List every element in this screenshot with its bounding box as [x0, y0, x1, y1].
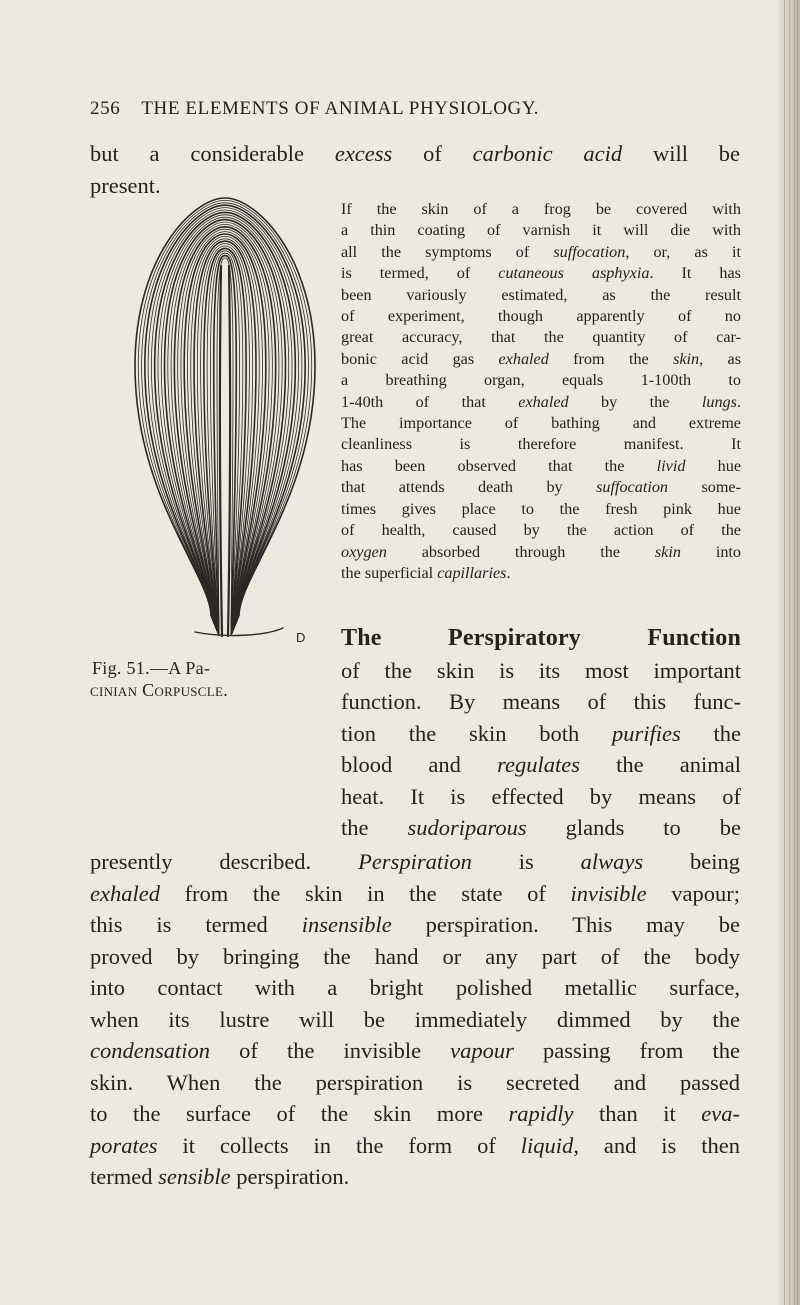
small-line-14: that attends death by suffocation some-: [341, 478, 741, 497]
full-line-2: exhaled from the skin in the state of invisible vapour;: [90, 880, 740, 906]
intro-paragraph: [90, 138, 740, 201]
full-line-6: when its lustre will be immediately dimmed by the: [90, 1006, 740, 1032]
full-line-11: termed sensible perspiration.: [90, 1164, 350, 1189]
narrow-line-3: function. By means of this func-: [341, 689, 741, 714]
small-line-11: The importance of bathing and extreme: [341, 414, 741, 433]
narrow-line-6: heat. It is effected by means of: [341, 783, 741, 809]
page-edge: [778, 0, 800, 1305]
full-line-7: condensation of the invisible vapour passing from the: [90, 1038, 740, 1063]
perspiratory-heading: The Perspiratory Function: [341, 625, 741, 651]
small-line-17: oxygen absorbed through the skin into: [341, 542, 741, 561]
full-line-9: to the surface of the skin more rapidly than it eva-: [90, 1101, 740, 1126]
small-line-10: 1-40th of that exhaled by the lungs.: [341, 392, 741, 411]
running-title: THE ELEMENTS OF ANIMAL PHYSIOLOGY.: [141, 98, 540, 119]
full-line-3: this is termed insensible perspiration. This may be: [90, 912, 740, 937]
corpuscle-lamella: [158, 215, 292, 622]
full-line-1: presently described. Perspiration is always being: [90, 849, 740, 874]
corpuscle-lamella: [148, 208, 302, 620]
small-print-paragraph: [341, 199, 741, 584]
figure-caption: [90, 657, 330, 701]
full-line-4: proved by bringing the hand or any part of the body: [90, 943, 740, 969]
small-line-13: has been observed that the livid hue: [341, 456, 741, 475]
corpuscle-axis-fiber: [220, 266, 230, 636]
narrow-line-4: tion the skin both purifies the: [341, 720, 742, 746]
small-line-1: If the skin of a frog be covered with: [341, 200, 741, 218]
small-line-5: been variously estimated, as the result: [341, 285, 741, 304]
corpuscle-lamella: [161, 217, 289, 622]
intro-line-1: but a considerable excess of carbonic acid will be: [90, 141, 740, 166]
narrow-line-5: blood and regulates the animal: [341, 752, 741, 777]
corpuscle-lamella: [135, 198, 315, 616]
small-line-2: a thin coating of varnish it will die with: [341, 221, 741, 240]
full-line-5: into contact with a bright polished metallic surface,: [90, 975, 740, 1000]
intro-line-2: present.: [90, 172, 161, 198]
caption-line-2: cinian Corpuscle.: [90, 680, 229, 700]
running-header: [90, 98, 730, 120]
perspiratory-paragraph-full: [90, 846, 740, 1193]
pacinian-corpuscle-figure: [130, 196, 320, 646]
small-line-3: all the symptoms of suffocation, or, as it: [341, 242, 741, 261]
narrow-line-7: the sudoriparous glands to be: [341, 815, 741, 840]
corpuscle-lamella: [168, 222, 282, 624]
figure-label-d: D: [296, 630, 306, 645]
small-line-15: times gives place to the fresh pink hue: [341, 499, 741, 518]
caption-line-1: Fig. 51.—A Pa-: [92, 658, 211, 678]
small-line-16: of health, caused by the action of the: [341, 521, 741, 540]
small-line-8: bonic acid gas exhaled from the skin, as: [341, 349, 741, 368]
small-line-9: a breathing organ, equals 1-100th to: [341, 371, 741, 390]
small-line-6: of experiment, though apparently of no: [341, 307, 741, 326]
narrow-line-2: of the skin is its most important: [341, 657, 741, 683]
full-line-8: skin. When the perspiration is secreted and passed: [90, 1069, 740, 1095]
small-line-7: great accuracy, that the quantity of car-: [341, 328, 741, 347]
perspiratory-paragraph-wrapped: [341, 623, 741, 844]
corpuscle-lamella: [171, 224, 279, 624]
page-number: 256: [90, 98, 121, 119]
corpuscle-lamella: [145, 205, 305, 618]
small-line-4: is termed, of cutaneous asphyxia. It has: [341, 264, 741, 283]
corpuscle-stalk-base: [195, 628, 283, 635]
small-line-18: the superficial capillaries.: [341, 563, 511, 582]
full-line-10: porates it collects in the form of liquid, and is then: [90, 1132, 740, 1158]
small-line-12: cleanliness is therefore manifest. It: [341, 435, 741, 454]
corpuscle-lamella: [178, 229, 273, 626]
